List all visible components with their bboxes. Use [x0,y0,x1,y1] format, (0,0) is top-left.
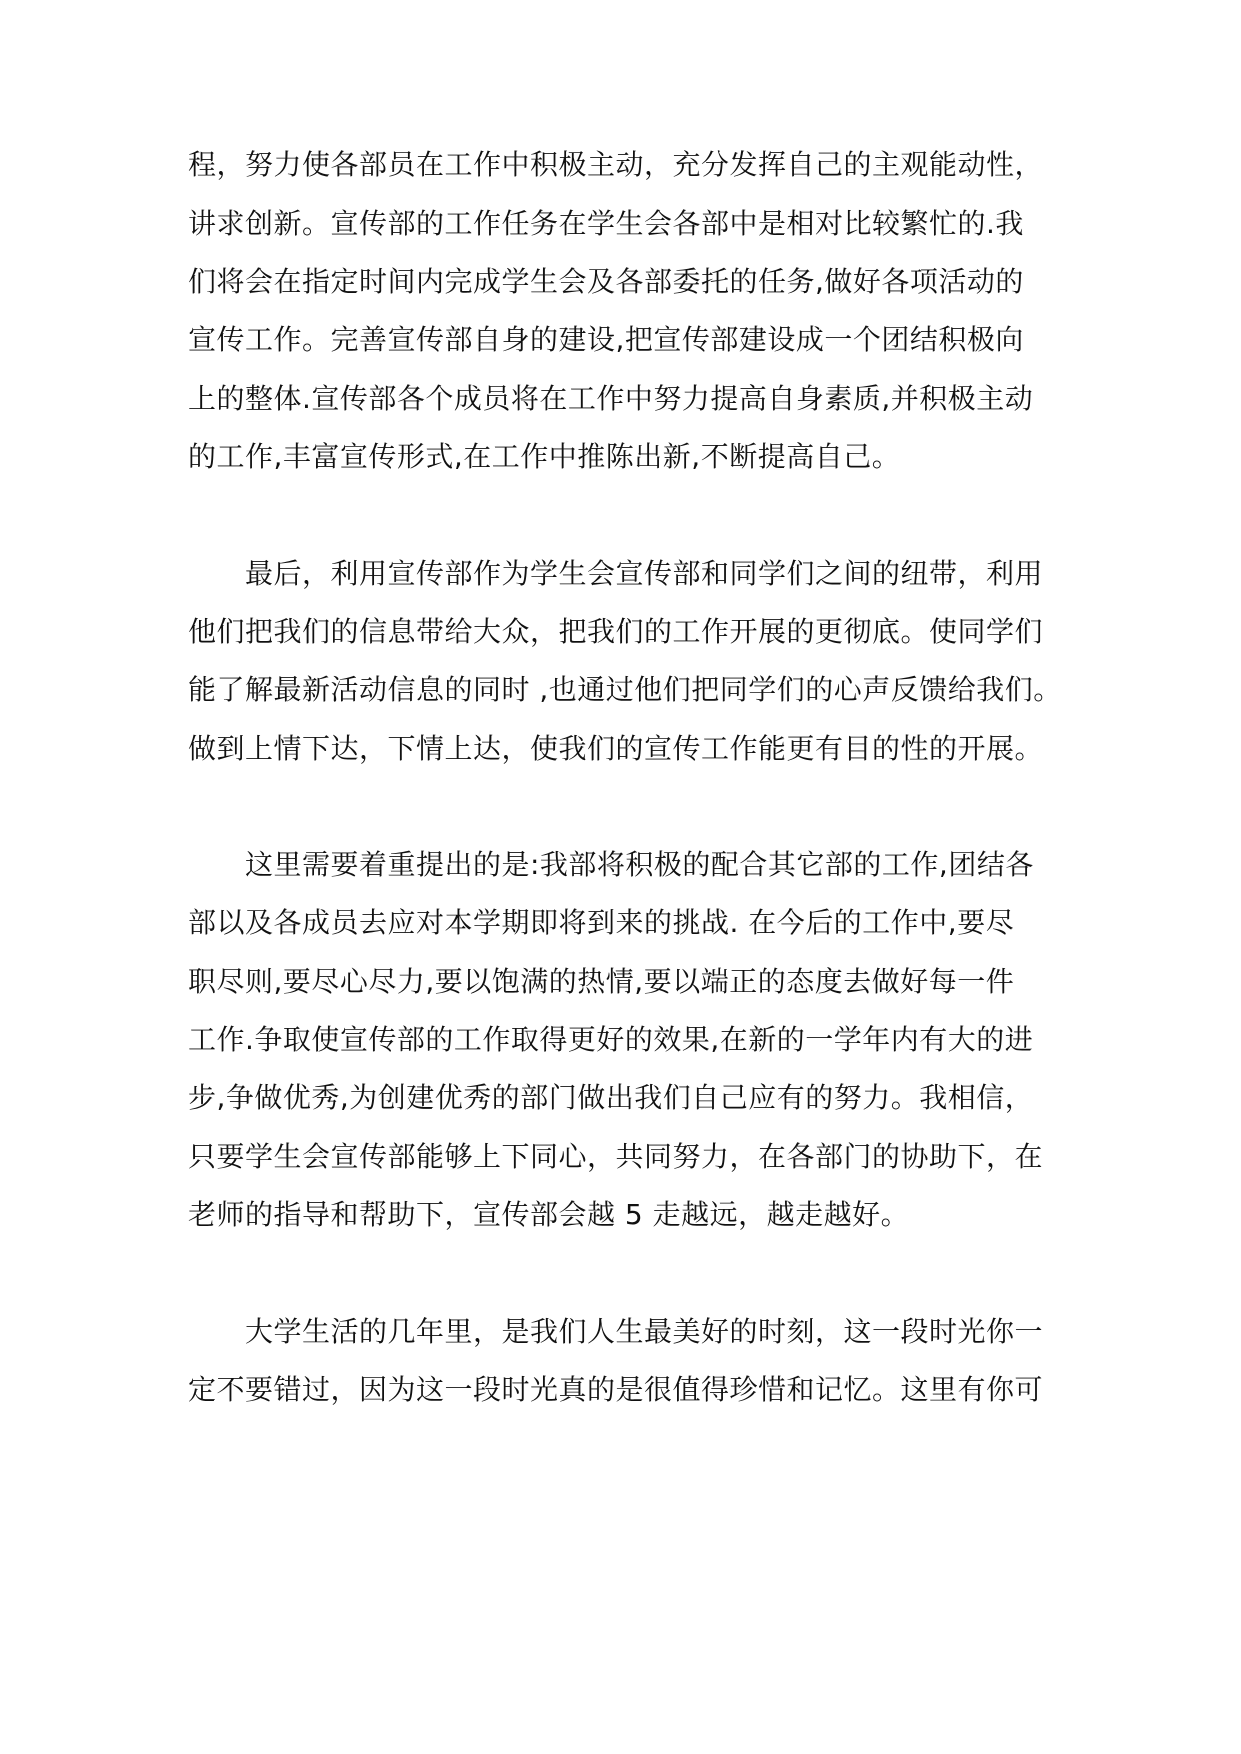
paragraph-2-line-1: 最后，利用宣传部作为学生会宣传部和同学们之间的纽带，利用 [188,557,1044,590]
paragraph-3-line-4: 工作.争取使宣传部的工作取得更好的效果,在新的一学年内有大的进 [188,1023,1034,1056]
paragraph-3-line-3: 职尽则,要尽心尽力,要以饱满的热情,要以端正的态度去做好每一件 [188,965,1015,998]
paragraph-2-line-3: 能了解最新活动信息的同时 ,也通过他们把同学们的心声反馈给我们。 [188,673,1062,706]
paragraph-3-line-2: 部以及各成员去应对本学期即将到来的挑战. 在今后的工作中,要尽 [188,906,1015,939]
paragraph-1-line-4: 宣传工作。完善宣传部自身的建设,把宣传部建设成一个团结积极向 [188,323,1024,356]
paragraph-3-line-1: 这里需要着重提出的是:我部将积极的配合其它部的工作,团结各 [188,848,1034,881]
paragraph-4-line-2: 定不要错过，因为这一段时光真的是很值得珍惜和记忆。这里有你可 [188,1373,1044,1406]
paragraph-1-line-5: 上的整体.宣传部各个成员将在工作中努力提高自身素质,并积极主动 [188,382,1034,415]
paragraph-3-line-6: 只要学生会宣传部能够上下同心，共同努力，在各部门的协助下，在 [188,1140,1044,1173]
paragraph-1-line-1: 程，努力使各部员在工作中积极主动，充分发挥自己的主观能动性， [188,148,1044,181]
paragraph-1-line-3: 们将会在指定时间内完成学生会及各部委托的任务,做好各项活动的 [188,265,1024,298]
paragraph-3-line-5: 步,争做优秀,为创建优秀的部门做出我们自己应有的努力。我相信， [188,1081,1034,1114]
paragraph-2-line-2: 他们把我们的信息带给大众，把我们的工作开展的更彻底。使同学们 [188,615,1044,648]
paragraph-2-line-4: 做到上情下达，下情上达，使我们的宣传工作能更有目的性的开展。 [188,732,1044,765]
paragraph-3-line-7: 老师的指导和帮助下，宣传部会越 5 走越远，越走越好。 [188,1198,910,1231]
paragraph-1-line-6: 的工作,丰富宣传形式,在工作中推陈出新,不断提高自己。 [188,440,901,473]
paragraph-4-line-1: 大学生活的几年里，是我们人生最美好的时刻，这一段时光你一 [188,1315,1044,1348]
paragraph-1-line-2: 讲求创新。宣传部的工作任务在学生会各部中是相对比较繁忙的.我 [188,207,1024,240]
